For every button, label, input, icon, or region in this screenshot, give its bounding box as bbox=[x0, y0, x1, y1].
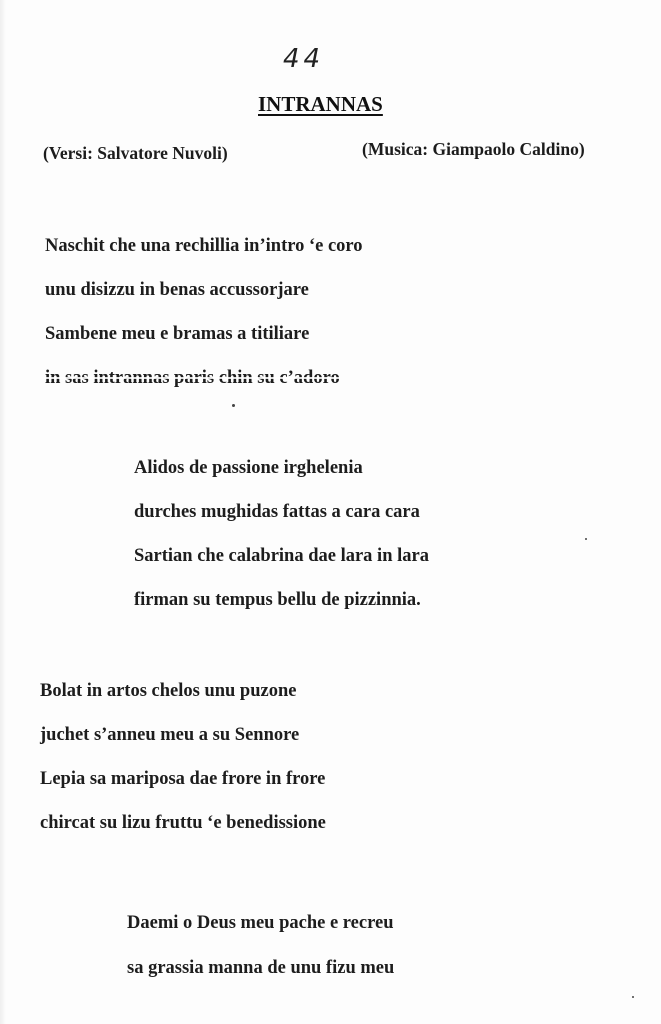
verse-line: Sartian che calabrina dae lara in lara bbox=[134, 546, 429, 566]
page-number: 44 bbox=[283, 44, 325, 74]
verse-line: Naschit che una rechillia in’intro ‘e coro bbox=[45, 236, 363, 256]
verse-line: Lepia sa mariposa dae frore in frore bbox=[40, 769, 326, 789]
verse-line: durches mughidas fattas a cara cara bbox=[134, 502, 420, 522]
poem-title: INTRANNAS bbox=[258, 92, 383, 116]
scan-speck bbox=[632, 996, 634, 998]
music-credit: (Musica: Giampaolo Caldino) bbox=[362, 139, 585, 159]
verse-line: Sambene meu e bramas a titiliare bbox=[45, 324, 310, 344]
scan-speck bbox=[232, 404, 235, 407]
verse-line: Bolat in artos chelos unu puzone bbox=[40, 681, 297, 701]
verse-line: chircat su lizu fruttu ‘e benedissione bbox=[40, 813, 326, 833]
verse-line: juchet s’anneu meu a su Sennore bbox=[40, 725, 300, 745]
stanza-1 bbox=[45, 236, 363, 412]
stanza-3 bbox=[40, 681, 326, 857]
lyrics-credit: (Versi: Salvatore Nuvoli) bbox=[43, 143, 228, 163]
verse-line: sa grassia manna de unu fizu meu bbox=[127, 958, 395, 978]
stanza-2 bbox=[134, 458, 429, 634]
verse-line: firman su tempus bellu de pizzinnia. bbox=[134, 590, 421, 610]
stanza-4 bbox=[127, 913, 394, 1003]
verse-line: Daemi o Deus meu pache e recreu bbox=[127, 913, 394, 933]
verse-line: unu disizzu in benas accussorjare bbox=[45, 280, 309, 300]
scan-speck bbox=[585, 538, 587, 540]
verse-line: in sas intrannas paris chin su c’adoro bbox=[45, 368, 340, 388]
scan-edge-shadow bbox=[0, 0, 6, 1024]
verse-line: Alidos de passione irghelenia bbox=[134, 458, 363, 478]
